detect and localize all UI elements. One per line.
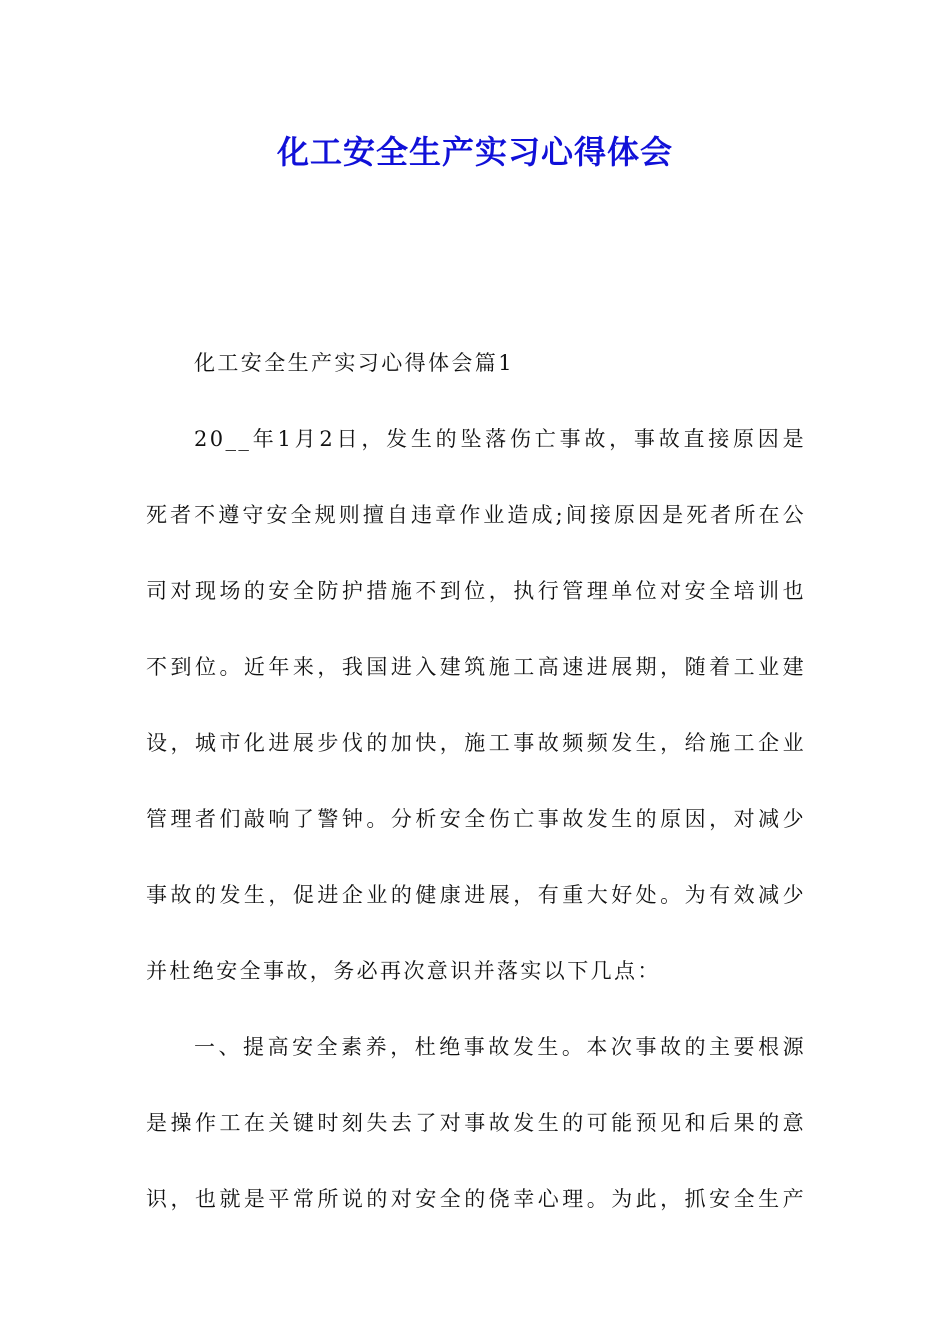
paragraph-line: 是操作工在关键时刻失去了对事故发生的可能预见和后果的意 (146, 1111, 806, 1135)
document-title: 化工安全生产实习心得体会 (276, 133, 673, 171)
paragraph-line: 管理者们敲响了警钟。分析安全伤亡事故发生的原因，对减少 (146, 807, 806, 831)
document-body (146, 338, 806, 1250)
paragraph-line: 事故的发生，促进企业的健康进展，有重大好处。为有效减少 (146, 883, 806, 907)
paragraph-2 (146, 1022, 806, 1250)
paragraph-line: 设，城市化进展步伐的加快，施工事故频频发生，给施工企业 (146, 731, 806, 755)
paragraph-line: 一、提高安全素养，杜绝事故发生。本次事故的主要根源 (194, 1035, 806, 1059)
paragraph-line: 司对现场的安全防护措施不到位，执行管理单位对安全培训也 (146, 579, 806, 603)
paragraph-line: 死者不遵守安全规则擅自违章作业造成;间接原因是死者所在公 (146, 503, 806, 527)
paragraph-1 (146, 414, 806, 1022)
paragraph-line: 不到位。近年来，我国进入建筑施工高速进展期，随着工业建 (146, 655, 806, 679)
paragraph-line: 20__年1月2日，发生的坠落伤亡事故，事故直接原因是 (194, 427, 806, 451)
paragraph-line: 并杜绝安全事故，务必再次意识并落实以下几点： (146, 959, 661, 983)
paragraph-line: 识，也就是平常所说的对安全的侥幸心理。为此，抓安全生产 (146, 1187, 806, 1211)
section-heading: 化工安全生产实习心得体会篇1 (194, 351, 514, 375)
